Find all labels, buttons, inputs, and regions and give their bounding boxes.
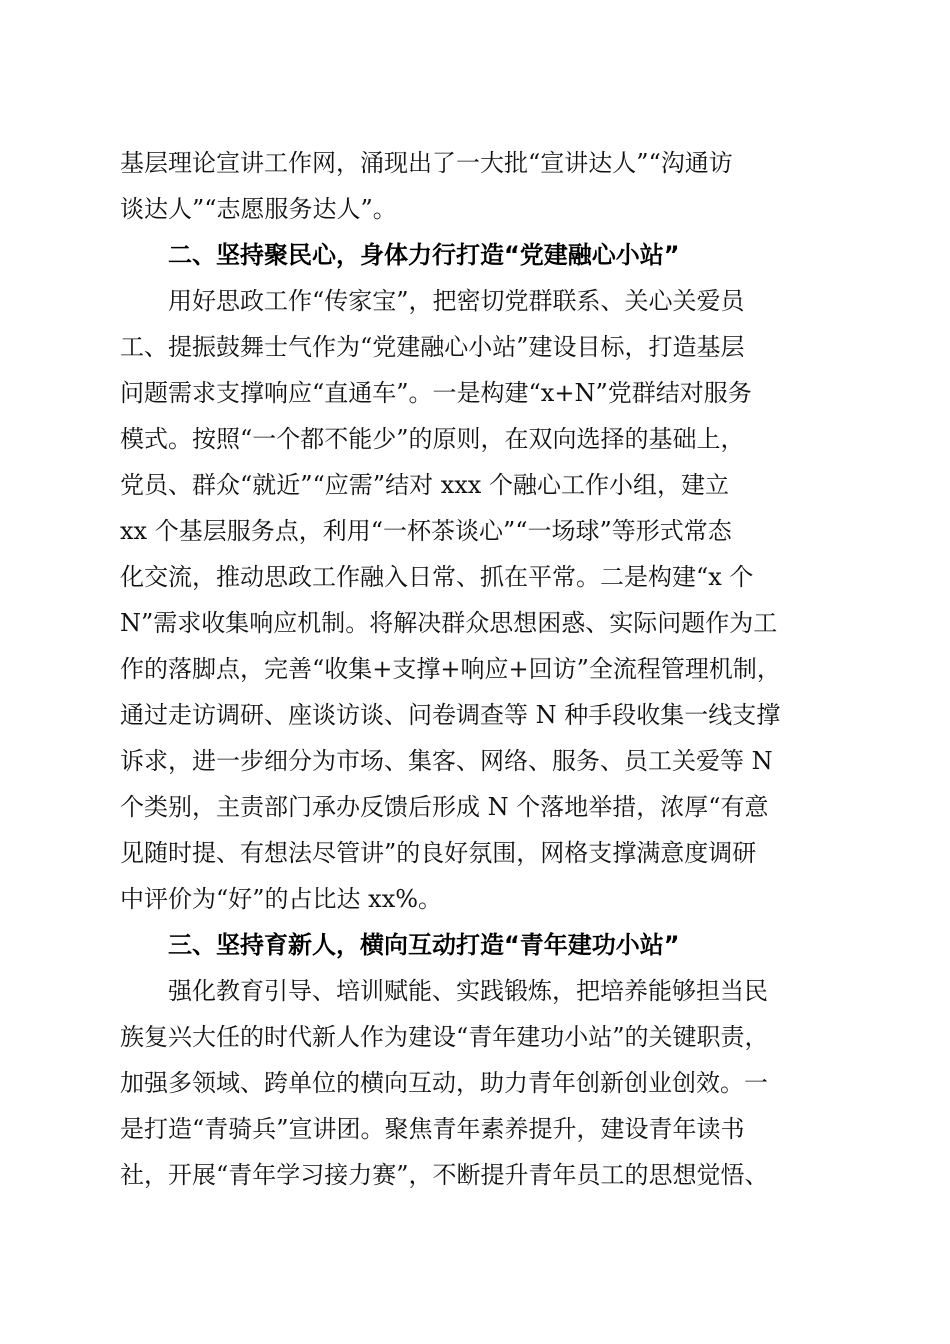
body-line: 是打造“青骑兵”宣讲团。聚焦青年素养提升，建设青年读书 [120,1115,745,1143]
body-line: xx 个基层服务点，利用“一杯茶谈心”“一场球”等形式常态 [120,517,732,545]
body-line: 基层理论宣讲工作网，涌现出了一大批“宣讲达人”“沟通访 [120,149,733,177]
section-heading: 三、坚持育新人，横向互动打造“青年建功小站” [168,931,680,959]
body-line: 化交流，推动思政工作融入日常、抓在平常。二是构建“x 个 [120,563,754,591]
section-heading: 二、坚持聚民心，身体力行打造“党建融心小站” [168,241,680,269]
body-line: 问题需求支撑响应“直通车”。一是构建“x+N”党群结对服务 [120,379,752,407]
body-line: 中评价为“好”的占比达 xx%。 [120,885,443,913]
body-line: 作的落脚点，完善“收集+支撑+响应+回访”全流程管理机制， [120,655,781,683]
body-line: 模式。按照“一个都不能少”的原则，在双向选择的基础上， [120,425,745,453]
body-line: 见随时提、有想法尽管讲”的良好氛围，网格支撑满意度调研 [120,839,757,867]
body-line: 强化教育引导、培训赋能、实践锻炼，把培养能够担当民 [168,977,768,1005]
body-line: 用好思政工作“传家宝”，把密切党群联系、关心关爱员 [168,287,745,315]
body-line: 社，开展“青年学习接力赛”，不断提升青年员工的思想觉悟、 [120,1161,769,1189]
body-line: 个类别，主责部门承办反馈后形成 N 个落地举措，浓厚“有意 [120,793,769,821]
body-line: 诉求，进一步细分为市场、集客、网络、服务、员工关爱等 N [120,747,773,775]
body-line: 通过走访调研、座谈访谈、问卷调查等 N 种手段收集一线支撑 [120,701,781,729]
body-line: 加强多领域、跨单位的横向互动，助力青年创新创业创效。一 [120,1069,768,1097]
body-line: 族复兴大任的时代新人作为建设“青年建功小站”的关键职责， [120,1023,769,1051]
body-line: 谈达人”“志愿服务达人”。 [120,195,397,223]
body-line: 工、提振鼓舞士气作为“党建融心小站”建设目标，打造基层 [120,333,745,361]
body-line: N”需求收集响应机制。将解决群众思想困惑、实际问题作为工 [120,609,778,637]
body-line: 党员、群众“就近”“应需”结对 xxx 个融心工作小组，建立 [120,471,729,499]
